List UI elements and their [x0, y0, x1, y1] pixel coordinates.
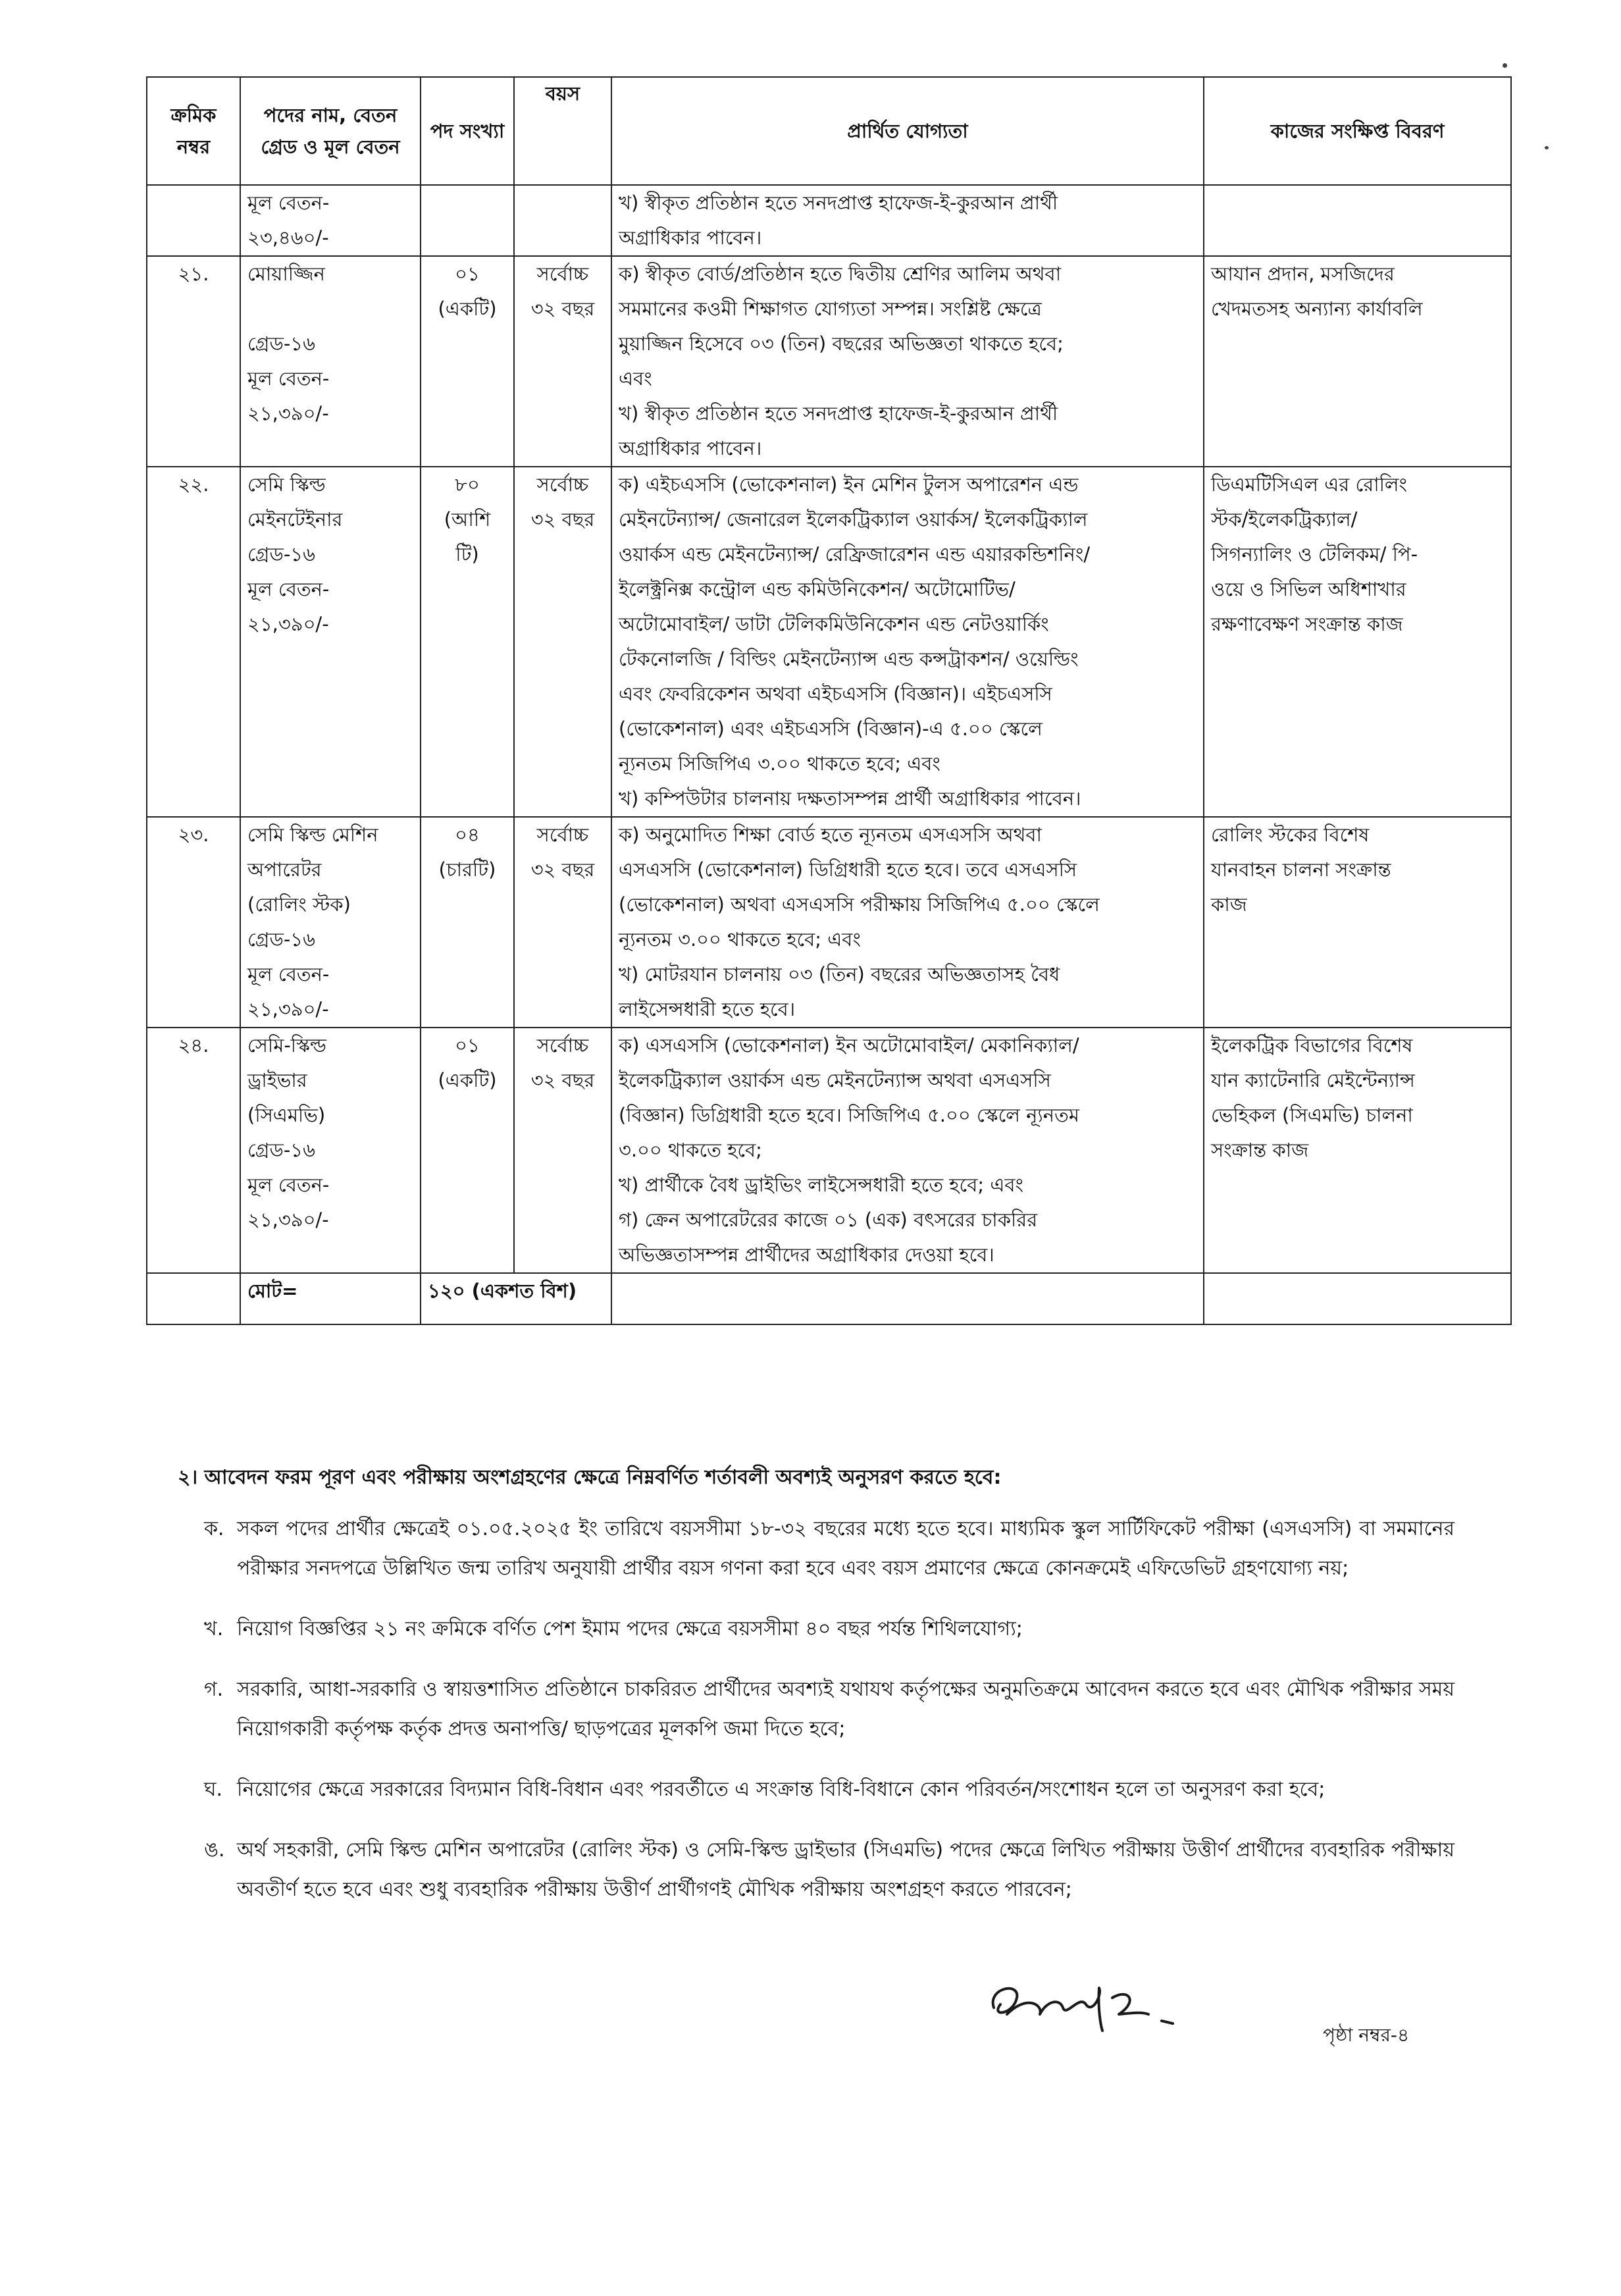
condition-text: নিয়োগ বিজ্ঞপ্তির ২১ নং ক্রমিকে বর্ণিত পেশ ইমাম পদের ক্ষেত্রে বয়সসীমা ৪০ বছর পর্যন্ত শিথিলযোগ্য; — [237, 1617, 1023, 1640]
count-cell — [421, 185, 514, 256]
qualification-cell — [611, 467, 1204, 817]
post-line: গ্রেড-১৬ — [247, 332, 315, 355]
scan-speck — [1545, 146, 1549, 149]
count-line: (একটি) — [438, 298, 497, 320]
duties-line: সিগন্যালিং ও টেলিকম/ পি- — [1211, 543, 1418, 565]
qualification-line: ক) স্বীকৃত বোর্ড/প্রতিষ্ঠান হতে দ্বিতীয় শ্রেণির আলিম অথবা — [619, 263, 1062, 285]
total-blank-cell — [611, 1273, 1204, 1324]
post-line: মূল বেতন- — [247, 367, 330, 390]
duties-line: যানবাহন চালনা সংক্রান্ত — [1211, 858, 1391, 881]
qualification-line: ওয়ার্কস এন্ড মেইনটেন্যান্স/ রেফ্রিজারেশন এন্ড এয়ারকন্ডিশনিং/ — [619, 543, 1091, 565]
count-line: ০১ — [455, 263, 480, 285]
duties-line: স্টক/ইলেকট্রিক্যাল/ — [1211, 508, 1358, 531]
post-line: মোয়াজ্জিন — [247, 263, 325, 285]
post-line: ২৩,৪৬০/- — [247, 226, 329, 249]
post-cell — [240, 185, 421, 256]
post-line: ২১,৩৯০/- — [247, 613, 329, 635]
post-line: গ্রেড-১৬ — [247, 928, 315, 951]
conditions-list — [204, 1509, 1454, 1910]
post-line: ২১,৩৯০/- — [247, 1209, 329, 1231]
conditions-heading: ২। আবেদন ফরম পূরণ এবং পরীক্ষায় অংশগ্রহণের ক্ষেত্রে নিম্নবর্ণিত শর্তাবলী অবশ্যই অনুসরণ করতে হবে: — [178, 1466, 1002, 1489]
count-line: (আশি — [444, 508, 491, 531]
total-blank-cell — [147, 1273, 240, 1324]
post-line: সেমি স্কিল্ড মেশিন — [247, 823, 378, 846]
post-line: অপারেটর — [247, 858, 322, 881]
duties-cell — [1204, 467, 1511, 817]
qualification-cell — [611, 1028, 1204, 1273]
qualification-line: ইলেকট্রিক্যাল ওয়ার্কস এন্ড মেইনটেন্যান্স অথবা এসএসসি — [619, 1069, 1051, 1091]
serial-cell: ২৪. — [147, 1028, 240, 1273]
qualification-line: অভিজ্ঞতাসম্পন্ন প্রার্থীদের অগ্রাধিকার দেওয়া হবে। — [619, 1243, 994, 1266]
header-post: পদের নাম, বেতন গ্রেড ও মূল বেতন — [240, 77, 421, 185]
post-line: ২১,৩৯০/- — [247, 998, 329, 1020]
count-line: (একটি) — [438, 1069, 497, 1091]
condition-item — [204, 1509, 1454, 1588]
total-label: মোট= — [240, 1273, 421, 1324]
duties-line: রোলিং স্টকের বিশেষ — [1211, 823, 1370, 846]
post-line: (সিএমভি) — [247, 1104, 326, 1126]
table-row — [147, 467, 1511, 817]
table-row — [147, 256, 1511, 467]
total-row — [147, 1273, 1511, 1324]
serial-cell: ২৩. — [147, 817, 240, 1028]
post-cell — [240, 817, 421, 1028]
condition-label: খ. — [204, 1617, 224, 1640]
duties-cell — [1204, 256, 1511, 467]
header-duties: কাজের সংক্ষিপ্ত বিবরণ — [1204, 77, 1511, 185]
age-line: সর্বোচ্চ — [536, 1034, 589, 1057]
header-serial: ক্রমিক নম্বর — [147, 77, 240, 185]
duties-line: ভেহিকল (সিএমভি) চালনা — [1211, 1104, 1413, 1126]
age-cell — [514, 185, 611, 256]
post-line: সেমি স্কিল্ড — [247, 473, 326, 496]
page-number: পৃষ্ঠা নম্বর-৪ — [1323, 2024, 1410, 2046]
qualification-line: ক) অনুমোদিত শিক্ষা বোর্ড হতে ন্যূনতম এসএসসি অথবা — [619, 823, 1042, 846]
post-line: মূল বেতন- — [247, 963, 330, 985]
count-line: ০৪ — [455, 823, 480, 846]
age-cell — [514, 256, 611, 467]
count-cell — [421, 817, 514, 1028]
duties-line: খেদমতসহ অন্যান্য কার্যাবলি — [1211, 298, 1423, 320]
table-row-continuation — [147, 185, 1511, 256]
post-cell — [240, 256, 421, 467]
qualification-line: মুয়াজ্জিন হিসেবে ০৩ (তিন) বছরের অভিজ্ঞতা থাকতে হবে; — [619, 332, 1064, 355]
post-line: ২১,৩৯০/- — [247, 402, 329, 425]
qualification-line: খ) স্বীকৃত প্রতিষ্ঠান হতে সনদপ্রাপ্ত হাফেজ-ই-কুরআন প্রার্থী — [619, 402, 1058, 425]
age-line: সর্বোচ্চ — [536, 823, 589, 846]
condition-label: ক. — [204, 1517, 224, 1540]
condition-item — [204, 1670, 1454, 1749]
age-line: ৩২ বছর — [530, 1069, 595, 1091]
qualification-line: অগ্রাধিকার পাবেন। — [619, 226, 762, 249]
total-value: ১২০ (একশত বিশ) — [421, 1273, 611, 1324]
condition-label: গ. — [204, 1678, 224, 1701]
qualification-line: গ) ক্রেন অপারেটরের কাজে ০১ (এক) বৎসরের চাকরির — [619, 1209, 1038, 1231]
qualification-line: লাইসেন্সধারী হতে হবে। — [619, 998, 796, 1020]
qualification-line: অটোমোবাইল/ ডাটা টেলিকমিউনিকেশন এন্ড নেটওয়ার্কিং — [619, 613, 1049, 635]
job-rows — [147, 256, 1511, 1273]
condition-item — [204, 1831, 1454, 1910]
signature — [981, 1968, 1198, 2041]
header-qualification: প্রার্থিত যোগ্যতা — [611, 77, 1204, 185]
qualification-line: খ) মোটরযান চালনায় ০৩ (তিন) বছরের অভিজ্ঞতাসহ বৈধ — [619, 963, 1060, 985]
duties-line: যান ক্যাটেনারি মেইন্টেন্যান্স — [1211, 1069, 1415, 1091]
qualification-line: (ভোকেশনাল) এবং এইচএসসি (বিজ্ঞান)-এ ৫.০০ স্কেলে — [619, 718, 1042, 740]
count-line: ০১ — [455, 1034, 480, 1057]
condition-text: সকল পদের প্রার্থীর ক্ষেত্রেই ০১.০৫.২০২৫ ইং তারিখে বয়সসীমা ১৮-৩২ বছরের মধ্যে হতে হবে। মাধ্যমিক স্কুল সার্টিফিকেট পরীক্ষা (এসএসসি) বা সমমানের পরীক্ষার সনদপত্রে উল্লিখিত জন্ম তারিখ অনুযায়ী প্রার্থীর বয়স গণনা করা হবে এবং বয়স প্রমাণের ক্ষেত্রে কোনক্রমেই এফিডেভিট গ্রহণযোগ্য নয়; — [237, 1517, 1454, 1580]
serial-cell — [147, 185, 240, 256]
qualification-line: খ) প্রার্থীকে বৈধ ড্রাইভিং লাইসেন্সধারী হতে হবে; এবং — [619, 1174, 1024, 1196]
total-blank-cell — [1204, 1273, 1511, 1324]
age-line: সর্বোচ্চ — [536, 263, 589, 285]
conditions-section — [178, 1458, 1454, 1931]
job-posts-table — [146, 76, 1512, 1325]
condition-text: সরকারি, আধা-সরকারি ও স্বায়ত্তশাসিত প্রতিষ্ঠানে চাকরিরত প্রার্থীদের অবশ্যই যথাযথ কর্তৃপক্ষের অনুমতিক্রমে আবেদন করতে হবে এবং মৌখিক পরীক্ষার সময় নিয়োগকারী কর্তৃপক্ষ কর্তৃক প্রদত্ত অনাপত্তি/ ছাড়পত্রের মূলকপি জমা দিতে হবে; — [237, 1678, 1454, 1740]
table-row — [147, 817, 1511, 1028]
age-cell — [514, 817, 611, 1028]
count-cell — [421, 256, 514, 467]
table-row — [147, 1028, 1511, 1273]
table-header-row — [147, 77, 1511, 185]
post-line: গ্রেড-১৬ — [247, 1139, 315, 1161]
qualification-line: ন্যূনতম ৩.০০ থাকতে হবে; এবং — [619, 928, 861, 951]
qualification-line: মেইনটেন্যান্স/ জেনারেল ইলেকট্রিক্যাল ওয়ার্কস/ ইলেকট্রিক্যাল — [619, 508, 1088, 531]
duties-line: আযান প্রদান, মসজিদের — [1211, 263, 1395, 285]
post-line: মূল বেতন- — [247, 578, 330, 600]
qualification-cell — [611, 185, 1204, 256]
age-cell — [514, 467, 611, 817]
duties-line: ডিএমটিসিএল এর রোলিং — [1211, 473, 1407, 496]
duties-line: ওয়ে ও সিভিল অধিশাখার — [1211, 578, 1406, 600]
age-line: ৩২ বছর — [530, 508, 595, 531]
qualification-line: সমমানের কওমী শিক্ষাগত যোগ্যতা সম্পন্ন। সংশ্লিষ্ট ক্ষেত্রে — [619, 298, 1042, 320]
age-line: সর্বোচ্চ — [536, 473, 589, 496]
scan-speck — [1503, 63, 1507, 68]
qualification-line: এবং — [619, 367, 652, 390]
duties-line: ইলেকট্রিক বিভাগের বিশেষ — [1211, 1034, 1413, 1057]
condition-text: নিয়োগের ক্ষেত্রে সরকারের বিদ্যমান বিধি-বিধান এবং পরবর্তীতে এ সংক্রান্ত বিধি-বিধানে কোন পরিবর্তন/সংশোধন হলে তা অনুসরণ করা হবে; — [237, 1778, 1325, 1801]
post-line — [247, 292, 413, 326]
qualification-line: ক) এসএসসি (ভোকেশনাল) ইন অটোমোবাইল/ মেকানিক্যাল/ — [619, 1034, 1079, 1057]
post-line: মেইনটেইনার — [247, 508, 343, 531]
age-line: ৩২ বছর — [530, 298, 595, 320]
post-cell — [240, 467, 421, 817]
qualification-line: এসএসসি (ভোকেশনাল) ডিগ্রিধারী হতে হবে। তবে এসএসসি — [619, 858, 1077, 881]
qualification-cell — [611, 256, 1204, 467]
qualification-cell — [611, 817, 1204, 1028]
header-count: পদ সংখ্যা — [421, 77, 514, 185]
post-line: সেমি-স্কিল্ড — [247, 1034, 326, 1057]
condition-label: ঙ. — [204, 1839, 225, 1862]
header-age: বয়স — [514, 77, 611, 185]
post-line: ড্রাইভার — [247, 1069, 307, 1091]
age-cell — [514, 1028, 611, 1273]
post-line: গ্রেড-১৬ — [247, 543, 315, 565]
qualification-line: ন্যূনতম সিজিপিএ ৩.০০ থাকতে হবে; এবং — [619, 752, 940, 775]
post-line: মূল বেতন- — [247, 192, 330, 214]
duties-line: কাজ — [1211, 893, 1247, 916]
serial-cell: ২১. — [147, 256, 240, 467]
qualification-line: ইলেক্ট্রনিক্স কন্ট্রোল এন্ড কমিউনিকেশন/ অটোমোটিভ/ — [619, 578, 1016, 600]
qualification-line: ৩.০০ থাকতে হবে; — [619, 1139, 762, 1161]
count-cell — [421, 467, 514, 817]
qualification-line: (বিজ্ঞান) ডিগ্রিধারী হতে হবে। সিজিপিএ ৫.০০ স্কেলে ন্যূনতম — [619, 1104, 1079, 1126]
post-cell — [240, 1028, 421, 1273]
count-line: ৮০ — [455, 473, 480, 496]
qualification-line: ক) এইচএসসি (ভোকেশনাল) ইন মেশিন টুলস অপারেশন এন্ড — [619, 473, 1079, 496]
duties-cell — [1204, 817, 1511, 1028]
count-line: টি) — [455, 543, 479, 565]
duties-line: সংক্রান্ত কাজ — [1211, 1139, 1309, 1161]
qualification-line: এবং ফেবরিকেশন অথবা এইচএসসি (বিজ্ঞান)। এইচএসসি — [619, 683, 1052, 705]
serial-cell: ২২. — [147, 467, 240, 817]
count-cell — [421, 1028, 514, 1273]
qualification-line: অগ্রাধিকার পাবেন। — [619, 437, 762, 459]
qualification-line: টেকনোলজি / বিল্ডিং মেইনটেন্যান্স এন্ড কন্সট্রাকশন/ ওয়েল্ডিং — [619, 648, 1079, 670]
duties-line: রক্ষণাবেক্ষণ সংক্রান্ত কাজ — [1211, 613, 1403, 635]
qualification-line: (ভোকেশনাল) অথবা এসএসসি পরীক্ষায় সিজিপিএ ৫.০০ স্কেলে — [619, 893, 1100, 916]
condition-item — [204, 1609, 1454, 1649]
post-line: (রোলিং স্টক) — [247, 893, 351, 916]
qualification-line: খ) স্বীকৃত প্রতিষ্ঠান হতে সনদপ্রাপ্ত হাফেজ-ই-কুরআন প্রার্থী — [619, 192, 1058, 214]
post-line: মূল বেতন- — [247, 1174, 330, 1196]
condition-text: অর্থ সহকারী, সেমি স্কিল্ড মেশিন অপারেটর (রোলিং স্টক) ও সেমি-স্কিল্ড ড্রাইভার (সিএমভি) পদের ক্ষেত্রে লিখিত পরীক্ষায় উত্তীর্ণ প্রার্থীদের ব্যবহারিক পরীক্ষায় অবতীর্ণ হতে হবে এবং শুধু ব্যবহারিক পরীক্ষায় উত্তীর্ণ প্রার্থীগণই মৌখিক পরীক্ষায় অংশগ্রহণ করতে পারবেন; — [237, 1839, 1454, 1901]
qualification-line: খ) কম্পিউটার চালনায় দক্ষতাসম্পন্ন প্রার্থী অগ্রাধিকার পাবেন। — [619, 787, 1081, 810]
duties-cell — [1204, 185, 1511, 256]
condition-label: ঘ. — [204, 1778, 223, 1801]
age-line: ৩২ বছর — [530, 858, 595, 881]
count-line: (চারটি) — [438, 858, 496, 881]
duties-cell — [1204, 1028, 1511, 1273]
condition-item — [204, 1770, 1454, 1810]
